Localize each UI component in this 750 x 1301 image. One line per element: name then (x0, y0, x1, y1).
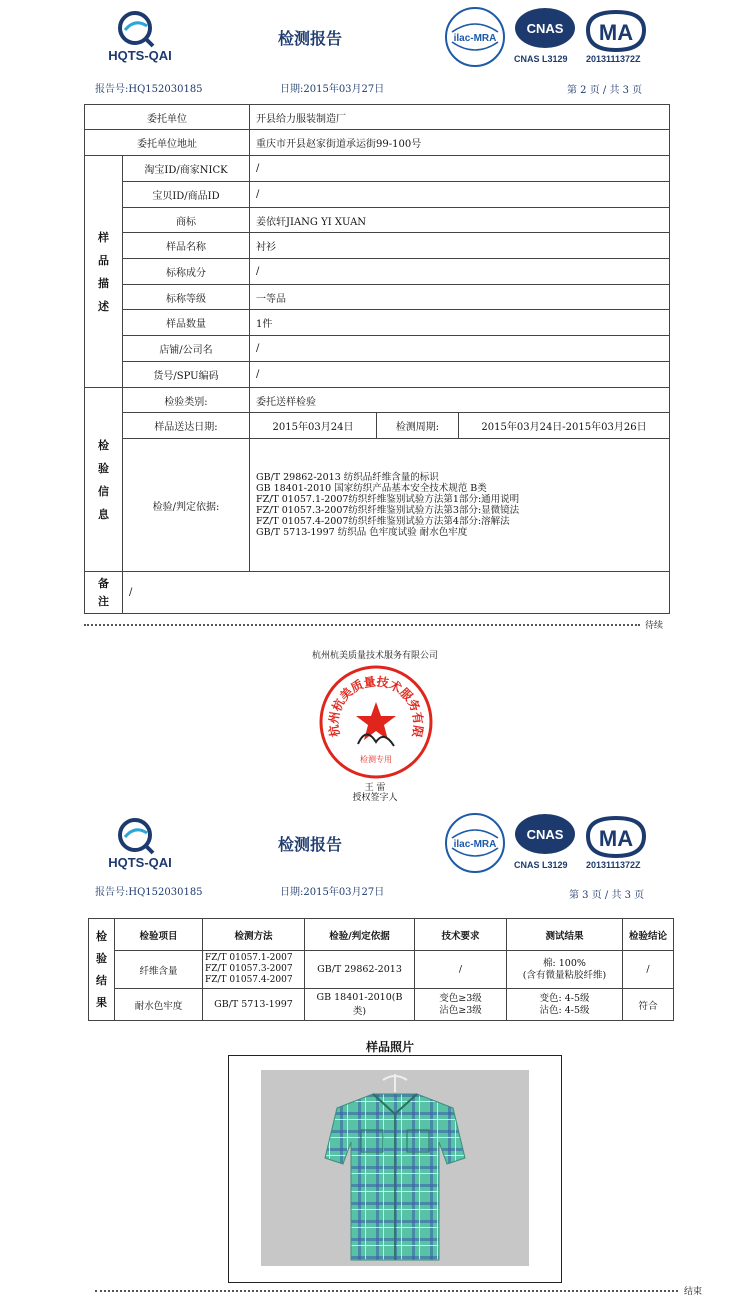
sample-row-value: / (250, 156, 670, 182)
continue-text: 待续 (645, 621, 664, 631)
photo-frame (228, 1055, 562, 1283)
sample-date-value: 2015年03月24日 (250, 413, 377, 439)
svg-text:ilac-MRA: ilac-MRA (453, 33, 497, 44)
inspect-section-text: 检验信息 (98, 438, 109, 521)
shirt-icon (261, 1070, 529, 1266)
svg-text:CNAS: CNAS (526, 21, 564, 36)
page-indicator: 第 3 页 / 共 3 页 (569, 890, 645, 901)
client-value: 开县给力服装制造厂 (250, 105, 670, 130)
sample-section-label (85, 156, 123, 388)
result-item: 耐水色牢度 (115, 989, 203, 1021)
signer-title: 授权签字人 (352, 793, 398, 803)
sample-row-label: 宝贝ID/商品ID (123, 182, 250, 208)
sample-row-label: 商标 (123, 208, 250, 233)
result-section-label (89, 919, 115, 1021)
result-requirement: 变色≥3级 沾色≥3级 (415, 989, 507, 1021)
cnas-label: CNAS L3129 (514, 860, 568, 870)
remark-label-text: 备注 (98, 576, 109, 608)
result-basis: GB/T 29862-2013 (305, 951, 415, 989)
basis-line: FZ/T 01057.1-2007纺织纤维鉴别试验方法第1部分:通用说明 (256, 494, 520, 505)
header-basis: 检验/判定依据 (305, 919, 415, 951)
report-date: 日期:2015年03月27日 (280, 84, 385, 95)
hqts-logo (95, 815, 185, 875)
ilac-logo (444, 6, 506, 68)
logo-text: HQTS-QAI (108, 855, 172, 870)
report-number: 报告号:HQ152030185 (95, 84, 203, 95)
page-title: 检测报告 (278, 835, 343, 854)
cma-logo (586, 814, 650, 874)
sample-row-label: 货号/SPU编码 (123, 362, 250, 388)
info-table (84, 104, 670, 614)
inspect-type-label: 检验类别: (123, 388, 250, 413)
svg-text:MA: MA (598, 20, 634, 45)
continue-divider (84, 624, 640, 626)
result-requirement: / (415, 951, 507, 989)
hqts-logo (95, 8, 185, 68)
sample-row-label: 标称等级 (123, 285, 250, 310)
sample-row-label: 标称成分 (123, 259, 250, 285)
stamp-sub: 检测专用 (360, 755, 392, 764)
inspect-type-value: 委托送样检验 (250, 388, 670, 413)
remark-label (85, 572, 123, 614)
header-conclusion: 检验结论 (623, 919, 674, 951)
basis-line: FZ/T 01057.3-2007纺织纤维鉴别试验方法第3部分:显微镜法 (256, 505, 520, 516)
basis-line: GB/T 5713-1997 纺织品 色牢度试验 耐水色牢度 (256, 527, 468, 538)
logo-text: HQTS-QAI (108, 48, 172, 63)
page-title: 检测报告 (278, 29, 343, 48)
basis-label: 检验/判定依据: (123, 439, 250, 572)
sample-row-label: 淘宝ID/商家NICK (123, 156, 250, 182)
company-stamp (318, 664, 434, 780)
header-method: 检测方法 (203, 919, 305, 951)
sample-row-value: / (250, 362, 670, 388)
result-conclusion: 符合 (623, 989, 674, 1021)
basis-line: GB 18401-2010 国家纺织产品基本安全技术规范 B类 (256, 483, 487, 494)
svg-text:CNAS: CNAS (526, 827, 564, 842)
sample-row-label: 样品名称 (123, 233, 250, 259)
sample-date-label: 样品送达日期: (123, 413, 250, 439)
cnas-logo (512, 812, 578, 874)
result-method: GB/T 5713-1997 (203, 989, 305, 1021)
basis-line: FZ/T 01057.4-2007纺织纤维鉴别试验方法第4部分:溶解法 (256, 516, 510, 527)
result-section-text: 检验结果 (96, 929, 107, 1009)
cma-logo (586, 8, 650, 68)
sample-row-value: 1件 (250, 310, 670, 336)
address-value: 重庆市开县赵家街道承运街99-100号 (250, 130, 670, 156)
sample-row-label: 店铺/公司名 (123, 336, 250, 362)
signer-name: 王 雷 (364, 783, 386, 793)
results-table (88, 918, 674, 1021)
sample-row-value: / (250, 259, 670, 285)
sample-row-value: 衬衫 (250, 233, 670, 259)
period-label: 检测周期: (377, 413, 459, 439)
end-divider (95, 1290, 678, 1292)
ilac-logo (444, 812, 506, 874)
result-conclusion: / (623, 951, 674, 989)
period-value: 2015年03月24日-2015年03月26日 (459, 413, 670, 439)
photo-title: 样品照片 (365, 1040, 414, 1054)
client-label: 委托单位 (85, 105, 250, 130)
basis-cell (250, 439, 670, 572)
cnas-logo (512, 6, 578, 68)
sample-row-value: 姜依轩JIANG YI XUAN (250, 208, 670, 233)
cma-label: 2013111372Z (586, 54, 641, 64)
page-indicator: 第 2 页 / 共 3 页 (567, 85, 643, 96)
result-value: 棉: 100% (含有微量粘胶纤维) (507, 951, 623, 989)
end-text: 结束 (684, 1287, 703, 1297)
stamp-text: 杭州杭美质量技术服务有限 (326, 674, 426, 739)
sample-section-text: 样品描述 (98, 230, 109, 313)
sample-row-value: / (250, 182, 670, 208)
sample-row-value: 一等品 (250, 285, 670, 310)
sample-photo (261, 1070, 529, 1266)
svg-text:ilac-MRA: ilac-MRA (453, 839, 497, 850)
inspect-section-label (85, 388, 123, 572)
report-date: 日期:2015年03月27日 (280, 887, 385, 898)
result-basis: GB 18401-2010(B类) (305, 989, 415, 1021)
result-method: FZ/T 01057.1-2007 FZ/T 01057.3-2007 FZ/T 01057.4-2007 (203, 951, 305, 989)
basis-line: GB/T 29862-2013 纺织品纤维含量的标识 (256, 472, 439, 483)
header-result: 测试结果 (507, 919, 623, 951)
result-item: 纤维含量 (115, 951, 203, 989)
report-number: 报告号:HQ152030185 (95, 887, 203, 898)
result-value: 变色: 4-5级 沾色: 4-5级 (507, 989, 623, 1021)
company-name: 杭州杭美质量技术服务有限公司 (311, 651, 438, 661)
sample-row-value: / (250, 336, 670, 362)
sample-row-label: 样品数量 (123, 310, 250, 336)
cnas-label: CNAS L3129 (514, 54, 568, 64)
cma-label: 2013111372Z (586, 860, 641, 870)
remark-value: / (123, 572, 670, 614)
svg-text:MA: MA (598, 826, 634, 851)
header-item: 检验项目 (115, 919, 203, 951)
header-requirement: 技术要求 (415, 919, 507, 951)
address-label: 委托单位地址 (85, 130, 250, 156)
